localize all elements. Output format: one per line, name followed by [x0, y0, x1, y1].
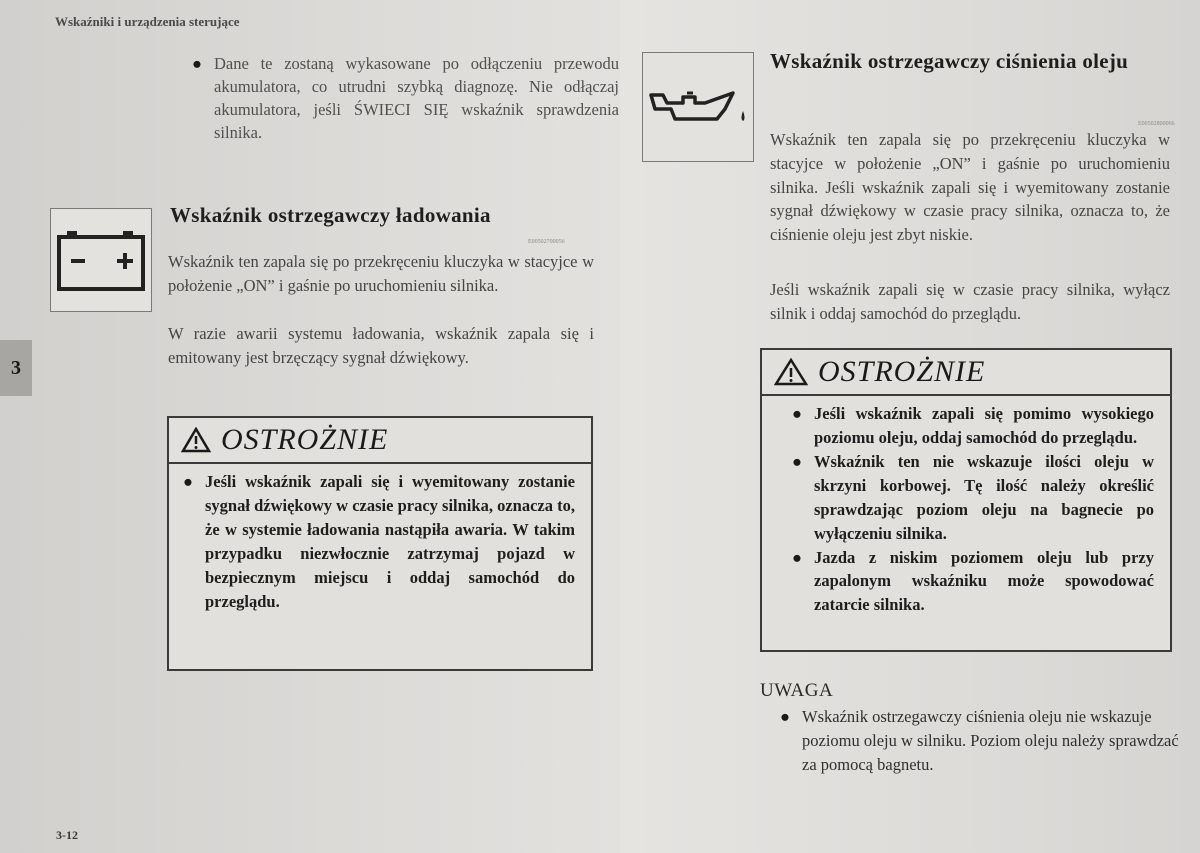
warning-item: ● Jeśli wskaźnik zapali się pomimo wysokiego poziomu oleju, oddaj samochód do przeglądu. — [792, 402, 1154, 450]
oil-code: E00502800066 — [1138, 121, 1175, 127]
warning-header — [762, 350, 1170, 396]
note-label: UWAGA — [760, 680, 834, 701]
charging-icon-box — [50, 208, 152, 312]
oil-para-2: Jeśli wskaźnik zapali się w czasie pracy silnika, wyłącz silnik i oddaj samochód do przeglądu. — [770, 280, 1170, 323]
warning-item: ● Jeśli wskaźnik zapali się i wyemitowany zostanie sygnał dźwiękowy w czasie pracy silnika, oznacza to, że w systemie ładowania nastąpiła awaria. W takim przypadku niezwłocznie zatrzymaj pojazd w bezpiecznym miejscu i oddaj samochód do przeglądu. — [183, 470, 575, 614]
chapter-tab: 3 — [0, 340, 32, 396]
charging-para-2: W razie awarii systemu ładowania, wskaźnik zapala się i emitowany jest brzęczący sygnał dźwiękowy. — [168, 324, 594, 367]
charging-warning-box — [167, 416, 593, 671]
charging-title: Wskaźnik ostrzegawczy ładowania — [170, 203, 491, 227]
running-header: Wskaźniki i urządzenia sterujące — [55, 14, 240, 29]
oil-can-icon — [643, 53, 753, 161]
warning-title: OSTROŻNIE — [818, 355, 986, 388]
oil-para-1: Wskaźnik ten zapala się po przekręceniu kluczyka w stacyjce w położenie „ON” i gaśnie po uruchomieniu silnika. Jeśli wskaźnik zapali się i wyemitowany zostanie sygnał dźwiękowy w czasie pracy silnika, oznacza to, że ciśnienie oleju jest zbyt niskie. — [770, 130, 1170, 244]
warning-title: OSTROŻNIE — [221, 423, 389, 456]
oil-title: Wskaźnik ostrzegawczy ciśnienia oleju — [770, 49, 1129, 73]
warning-triangle-icon — [181, 427, 211, 453]
warning-triangle-icon — [774, 358, 808, 386]
charging-code: E00502700056 — [528, 239, 565, 245]
note-text: ● Wskaźnik ostrzegawczy ciśnienia oleju nie wskazuje poziomu oleju w silniku. Poziom oleju należy sprawdzać za pomocą bagnetu. — [780, 705, 1182, 776]
warning-header — [169, 418, 591, 464]
oil-icon-box — [642, 52, 754, 162]
warning-item: ● Jazda z niskim poziomem oleju lub przy zapalonym wskaźniku może spowodować zatarcie silnika. — [792, 546, 1154, 618]
top-note: ● Dane te zostaną wykasowane po odłączeniu przewodu akumulatora, co utrudni szybką diagnozę. Nie odłączaj akumulatora, jeśli ŚWIECI SIĘ wskaźnik sprawdzenia silnika. — [192, 52, 619, 144]
page-number: 3-12 — [56, 828, 78, 842]
battery-icon — [51, 209, 151, 311]
oil-warning-box — [760, 348, 1172, 652]
warning-item: ● Wskaźnik ten nie wskazuje ilości oleju w skrzyni korbowej. Tę ilość należy określić sprawdzając poziom oleju na bagnecie po wyłączeniu silnika. — [792, 450, 1154, 546]
charging-para-1: Wskaźnik ten zapala się po przekręceniu kluczyka w stacyjce w położenie „ON” i gaśnie po uruchomieniu silnika. — [168, 252, 594, 295]
